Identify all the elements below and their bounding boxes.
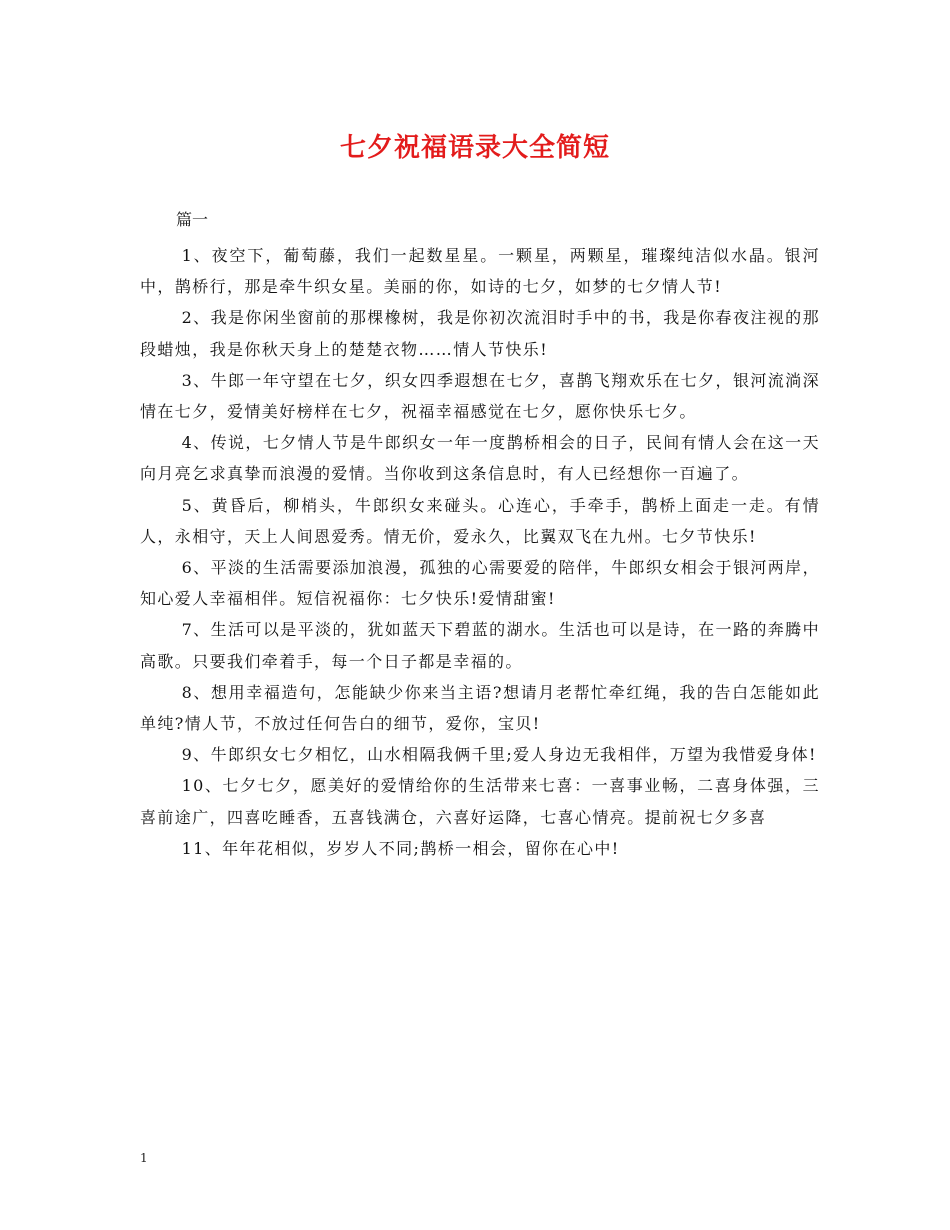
paragraph-3: 3、牛郎一年守望在七夕，织女四季遐想在七夕，喜鹊飞翔欢乐在七夕，银河流淌深情在七夕，爱情美好榜样在七夕，祝福幸福感觉在七夕，愿你快乐七夕。 [140, 370, 820, 422]
paragraph-11: 11、年年花相似，岁岁人不同;鹊桥一相会，留你在心中! [181, 838, 620, 858]
paragraph-8: 8、想用幸福造句，怎能缺少你来当主语?想请月老帮忙牵红绳，我的告白怎能如此单纯?情人节，不放过任何告白的细节，爱你，宝贝! [140, 682, 820, 734]
paragraph-1: 1、夜空下，葡萄藤，我们一起数星星。一颗星，两颗星，璀璨纯洁似水晶。银河中，鹊桥行，那是牵牛织女星。美丽的你，如诗的七夕，如梦的七夕情人节! [140, 246, 820, 297]
paragraph-2: 2、我是你闲坐窗前的那棵橡树，我是你初次流泪时手中的书，我是你春夜注视的那段蜡烛，我是你秋天身上的楚楚衣物……情人节快乐! [140, 308, 820, 359]
paragraph-4: 4、传说，七夕情人节是牛郎织女一年一度鹊桥相会的日子，民间有情人会在这一天向月亮乞求真挚而浪漫的爱情。当你收到这条信息时，有人已经想你一百遍了。 [140, 433, 820, 484]
paragraph-9: 9、牛郎织女七夕相忆，山水相隔我俩千里;爱人身边无我相伴，万望为我惜爱身体! [181, 745, 817, 765]
section-label: 篇一 [176, 210, 209, 229]
page-number: 1 [140, 1151, 148, 1165]
paragraph-7: 7、生活可以是平淡的，犹如蓝天下碧蓝的湖水。生活也可以是诗，在一路的奔腾中高歌。只要我们牵着手，每一个日子都是幸福的。 [140, 620, 820, 671]
paragraph-6: 6、平淡的生活需要添加浪漫，孤独的心需要爱的陪伴，牛郎织女相会于银河两岸，知心爱人幸福相伴。短信祝福你：七夕快乐!爱情甜蜜! [140, 558, 820, 609]
page-title: 七夕祝福语录大全简短 [339, 133, 610, 163]
paragraph-5: 5、黄昏后，柳梢头，牛郎织女来碰头。心连心，手牵手，鹊桥上面走一走。有情人，永相守，天上人间恩爱秀。情无价，爱永久，比翼双飞在九州。七夕节快乐! [140, 495, 820, 546]
document-body [140, 240, 820, 864]
paragraph-10: 10、七夕七夕，愿美好的爱情给你的生活带来七喜：一喜事业畅，二喜身体强，三喜前途广，四喜吃睡香，五喜钱满仓，六喜好运降，七喜心情亮。提前祝七夕多喜 [140, 776, 820, 827]
